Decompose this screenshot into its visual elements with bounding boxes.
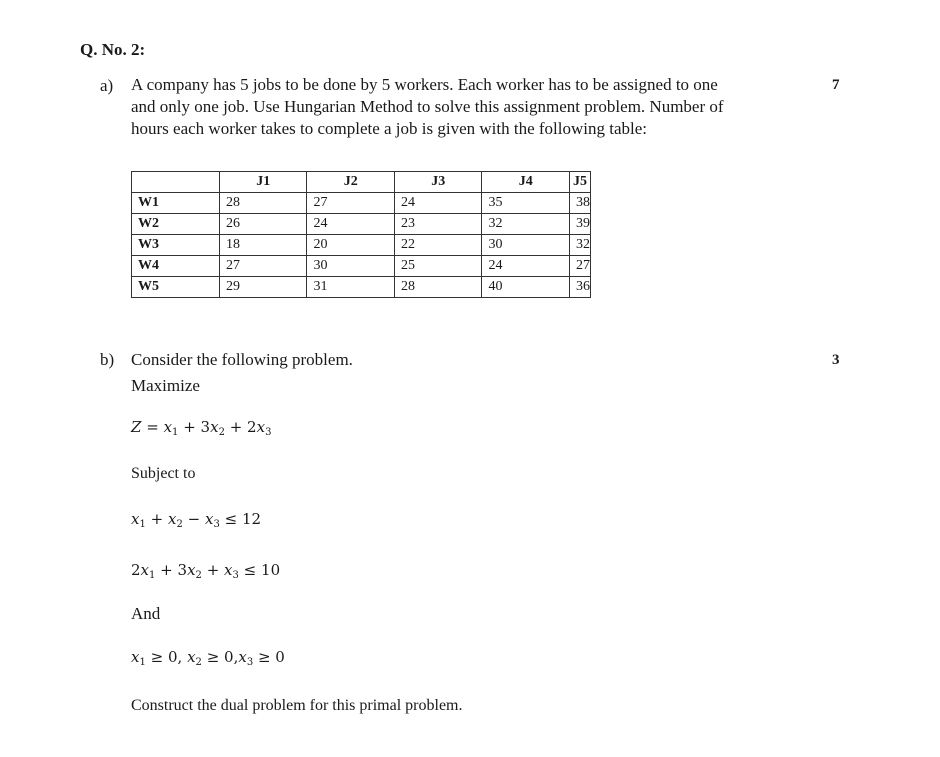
part-a-line-3: hours each worker takes to complete a job is given with the following table: xyxy=(131,119,648,138)
table-cell: 36 xyxy=(569,277,590,298)
table-header-row xyxy=(132,172,591,193)
table-cell: 39 xyxy=(569,214,590,235)
var-x: x xyxy=(187,561,196,579)
operator: + xyxy=(150,510,164,528)
relation: ≤ xyxy=(243,561,257,579)
relation: ≤ xyxy=(224,510,238,528)
rhs-value: 10 xyxy=(261,561,281,579)
var-x: x xyxy=(131,510,140,528)
table-cell: 29 xyxy=(219,277,307,298)
closing-instruction: Construct the dual problem for this primal problem. xyxy=(131,697,463,714)
subscript: 1 xyxy=(172,427,179,438)
table-cell: 28 xyxy=(219,193,307,214)
var-x: x xyxy=(187,648,196,666)
operator: + 3 xyxy=(160,561,188,579)
subscript: 2 xyxy=(218,427,225,438)
table-cell: 30 xyxy=(482,235,570,256)
non-negativity xyxy=(131,648,285,668)
constraint-1 xyxy=(131,510,261,530)
table-cell: 32 xyxy=(482,214,570,235)
table-cell: 27 xyxy=(307,193,395,214)
relation: ≥ 0, xyxy=(150,648,183,666)
part-a-label: a) xyxy=(100,76,114,95)
table-cell: 24 xyxy=(482,256,570,277)
table-cell: 25 xyxy=(394,256,482,277)
table-cell: 35 xyxy=(482,193,570,214)
part-a-line-1: A company has 5 jobs to be done by 5 workers. Each worker has to be assigned to one xyxy=(131,75,718,94)
table-cell: 18 xyxy=(219,235,307,256)
table-cell: 40 xyxy=(482,277,570,298)
var-x: x xyxy=(210,418,219,436)
subscript: 3 xyxy=(213,519,220,530)
table-cell: 38 xyxy=(569,193,590,214)
part-a-marks: 7 xyxy=(832,77,840,93)
table-row xyxy=(132,277,591,298)
objective-function xyxy=(131,418,271,438)
subject-to-label: Subject to xyxy=(131,465,196,482)
table-cell: 27 xyxy=(219,256,307,277)
column-header: J5 xyxy=(569,172,590,193)
and-label: And xyxy=(131,604,161,623)
row-header: W3 xyxy=(132,235,220,256)
table-cell: 31 xyxy=(307,277,395,298)
table-cell: 30 xyxy=(307,256,395,277)
table-cell: 20 xyxy=(307,235,395,256)
table-cell: 27 xyxy=(569,256,590,277)
question-title: Q. No. 2: xyxy=(80,40,146,59)
column-header: J2 xyxy=(307,172,395,193)
part-b-label: b) xyxy=(100,350,115,369)
subscript: 2 xyxy=(176,519,183,530)
table-row xyxy=(132,235,591,256)
table-cell: 23 xyxy=(394,214,482,235)
table-row xyxy=(132,256,591,277)
table-cell: 24 xyxy=(394,193,482,214)
var-x: x xyxy=(167,510,177,528)
var-x: x xyxy=(224,561,233,579)
subscript: 3 xyxy=(265,427,272,438)
subscript: 1 xyxy=(149,570,156,581)
column-header: J1 xyxy=(219,172,307,193)
operator: − xyxy=(187,510,201,528)
row-header: W5 xyxy=(132,277,220,298)
assignment-table xyxy=(131,171,591,298)
relation: ≥ 0, xyxy=(206,648,239,666)
rhs-value: 12 xyxy=(241,510,262,528)
maximize-label: Maximize xyxy=(131,376,200,395)
var-x: x xyxy=(140,561,150,579)
table-cell: 28 xyxy=(394,277,482,298)
constraint-2 xyxy=(131,561,280,581)
subscript: 3 xyxy=(232,570,239,581)
subscript: 2 xyxy=(195,570,202,581)
table-cell: 22 xyxy=(394,235,482,256)
var-x: x xyxy=(131,648,140,666)
column-header: J3 xyxy=(394,172,482,193)
operator: + 3 xyxy=(183,418,211,436)
row-header: W2 xyxy=(132,214,220,235)
table-corner-cell xyxy=(132,172,220,193)
var-x: x xyxy=(256,418,266,436)
relation: ≥ 0 xyxy=(257,648,285,666)
subscript: 2 xyxy=(195,657,202,668)
subscript: 1 xyxy=(139,657,146,668)
column-header: J4 xyxy=(482,172,570,193)
part-b-intro: Consider the following problem. xyxy=(131,350,353,369)
coefficient: 2 xyxy=(131,561,141,579)
var-x: x xyxy=(238,648,247,666)
objective-equals: = xyxy=(146,418,159,436)
row-header: W1 xyxy=(132,193,220,214)
var-x: x xyxy=(163,418,173,436)
table-row xyxy=(132,193,591,214)
table-cell: 26 xyxy=(219,214,307,235)
table-row xyxy=(132,214,591,235)
subscript: 1 xyxy=(139,519,146,530)
objective-z: Z xyxy=(131,418,142,436)
part-a-line-2: and only one job. Use Hungarian Method to solve this assignment problem. Number of xyxy=(131,97,724,116)
part-b-marks: 3 xyxy=(832,352,840,368)
operator: + 2 xyxy=(229,418,257,436)
operator: + xyxy=(206,561,220,579)
table-cell: 24 xyxy=(307,214,395,235)
var-x: x xyxy=(204,510,214,528)
row-header: W4 xyxy=(132,256,220,277)
subscript: 3 xyxy=(246,657,254,668)
table-cell: 32 xyxy=(569,235,590,256)
part-a-text xyxy=(131,74,724,140)
